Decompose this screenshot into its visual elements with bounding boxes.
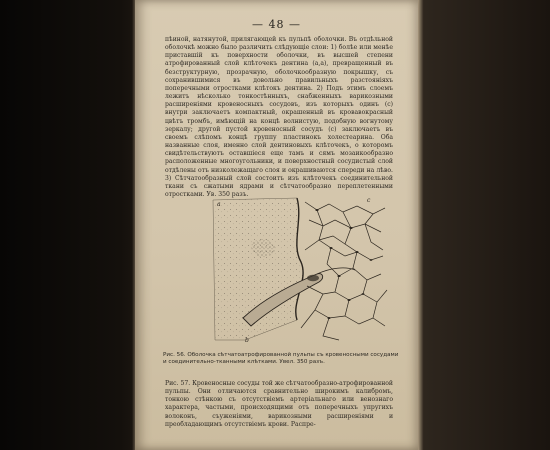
page-number: — 48 —	[252, 18, 301, 31]
histology-illustration	[205, 190, 390, 345]
figure-label-a: a	[217, 201, 221, 208]
body-paragraph-1: пѣиной, натянутой, прилягающей къ пульпѣ оболочки. Въ отдѣльной оболочкѣ можно было различить слѣдующіе слои: 1) болѣе или менѣе приставшій къ поверхности оболочки, въ высшей степени атрофированный слой клѣточекъ дентина (a,a), превращенный въ безструктурную, прозрачную, оболочкообразную покрышку, съ сохранившимися въ довольно правильныхъ разстояніяхъ поперечными отростками клѣтокъ дентина. 2) Подъ этимъ слоемъ лежитъ нѣсколько тонкостѣнныхъ, снабженныхъ варикозными расширеніями кровеносныхъ сосудовъ, изъ которыхъ одинъ (c) внутри заключаетъ компактный, окрашенный въ кровавокрасный цвѣтъ тромбъ, имѣющій на концѣ волнистую, подобную вогнутому зеркалу; другой пустой кровеносный сосудъ (c) заключаетъ въ своемъ слѣпомъ концѣ группу пластинокъ холестеарина. Оба названные слоя, именно слой дентиновыхъ клѣточекъ, о которомъ свидѣтельствуютъ оставшіеся еще тамъ и сямъ мозаикообразно расположенные многоугольники, и поверхностный сосудистый слой отдѣлены отъ низколежащаго слоя и окрашиваются спереди на лѣво. 3) Сѣтчатообразный слой состоитъ изъ клѣточекъ соединительной ткани съ сжатыми ядрами и сѣтчатообразно переплетенными отростками. Ув. 350 разъ.	[165, 36, 393, 198]
figure-caption: Рис. 56. Оболочка сѣтчатоатрофированной пульпы съ кровеносными сосудами и соединительно-тканными клѣтками. Увел. 350 разъ.	[163, 352, 399, 366]
figure-label-b: b	[245, 337, 249, 344]
book-page	[135, 0, 418, 450]
figure-label-c: c	[367, 197, 371, 204]
histology-figure	[205, 190, 390, 345]
body-paragraph-2: Рис. 57. Кровеносные сосуды той же сѣтчатообразно-атрофированной пульпы. Они отличаются сравнительно широкимъ калибромъ, тонкою стѣнкою съ отсутствіемъ артеріальнаго или венознаго характера, частыми, происходящими отъ поперечныхъ упругихъ волоконъ, съуженіями, варикозными расширеніями и преобладающимъ отсутствіемъ крови. Распре-	[165, 380, 393, 428]
